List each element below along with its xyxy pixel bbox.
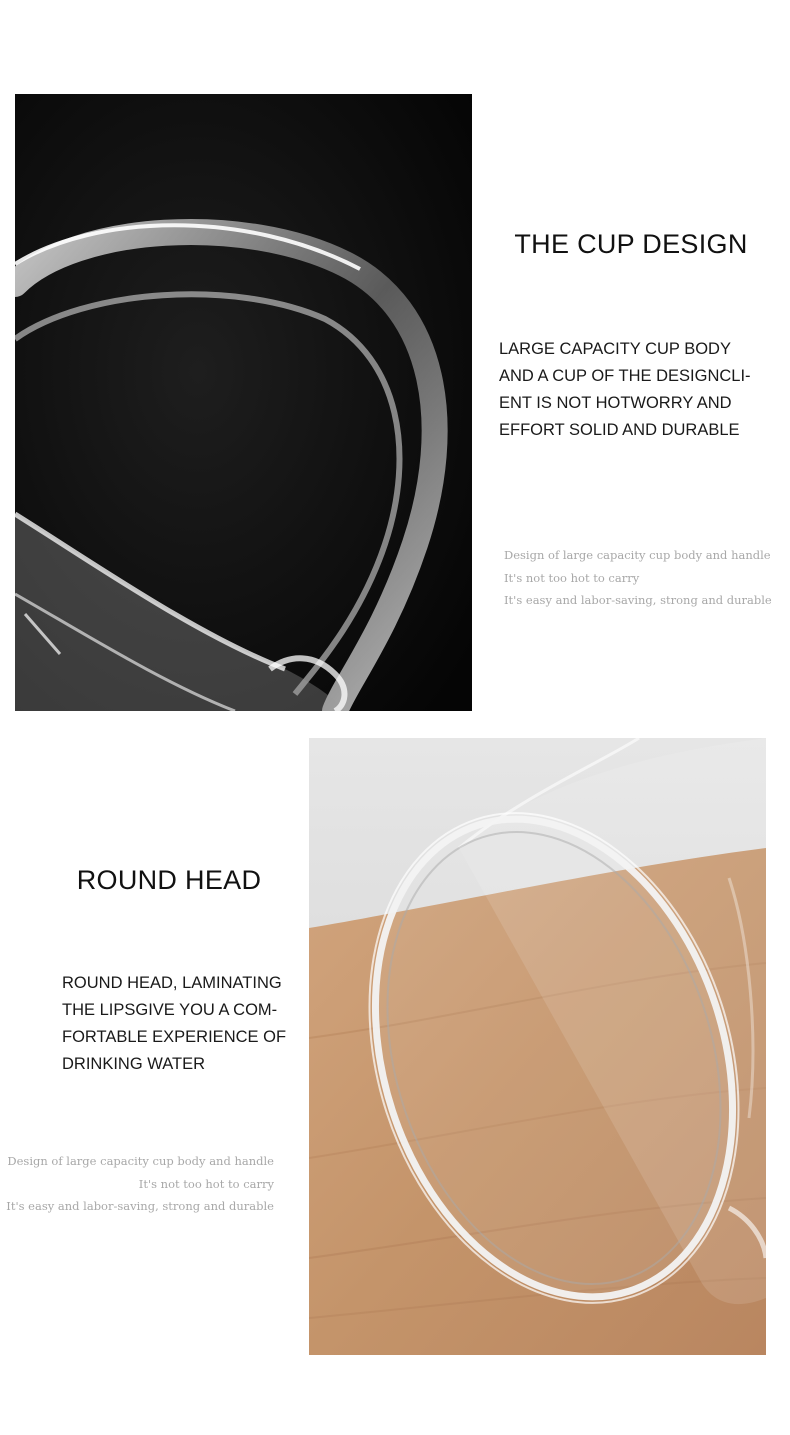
description-line: EFFORT SOLID AND DURABLE bbox=[499, 421, 740, 439]
glass-rim-illustration bbox=[309, 738, 766, 1355]
description-line: LARGE CAPACITY CUP BODY bbox=[499, 340, 731, 358]
description-line: ENT IS NOT HOTWORRY AND bbox=[499, 394, 732, 412]
section-notes bbox=[504, 544, 772, 612]
note-line: Design of large capacity cup body and handle bbox=[504, 548, 771, 562]
section-description bbox=[62, 970, 302, 1078]
section-title: THE CUP DESIGN bbox=[514, 229, 748, 259]
glass-rim-photo bbox=[309, 738, 766, 1355]
glass-handle-photo bbox=[15, 94, 472, 711]
section-title: ROUND HEAD bbox=[76, 865, 262, 895]
section-notes bbox=[0, 1150, 274, 1218]
note-line: Design of large capacity cup body and handle bbox=[7, 1154, 274, 1168]
note-line: It's not too hot to carry bbox=[138, 1176, 274, 1191]
description-line: ROUND HEAD, LAMINATING bbox=[62, 974, 282, 992]
description-line: DRINKING WATER bbox=[62, 1055, 205, 1073]
note-line: It's easy and labor-saving, strong and durable bbox=[6, 1199, 274, 1213]
section-description bbox=[499, 336, 779, 444]
description-line: FORTABLE EXPERIENCE OF bbox=[62, 1028, 287, 1046]
section-round-head bbox=[0, 730, 790, 1435]
description-line: THE LIPSGIVE YOU A COM- bbox=[62, 1001, 278, 1019]
note-line: It's easy and labor-saving, strong and durable bbox=[504, 593, 772, 607]
description-line: AND A CUP OF THE DESIGNCLI- bbox=[499, 367, 751, 385]
note-line: It's not too hot to carry bbox=[504, 570, 640, 585]
glass-handle-illustration bbox=[15, 94, 472, 711]
